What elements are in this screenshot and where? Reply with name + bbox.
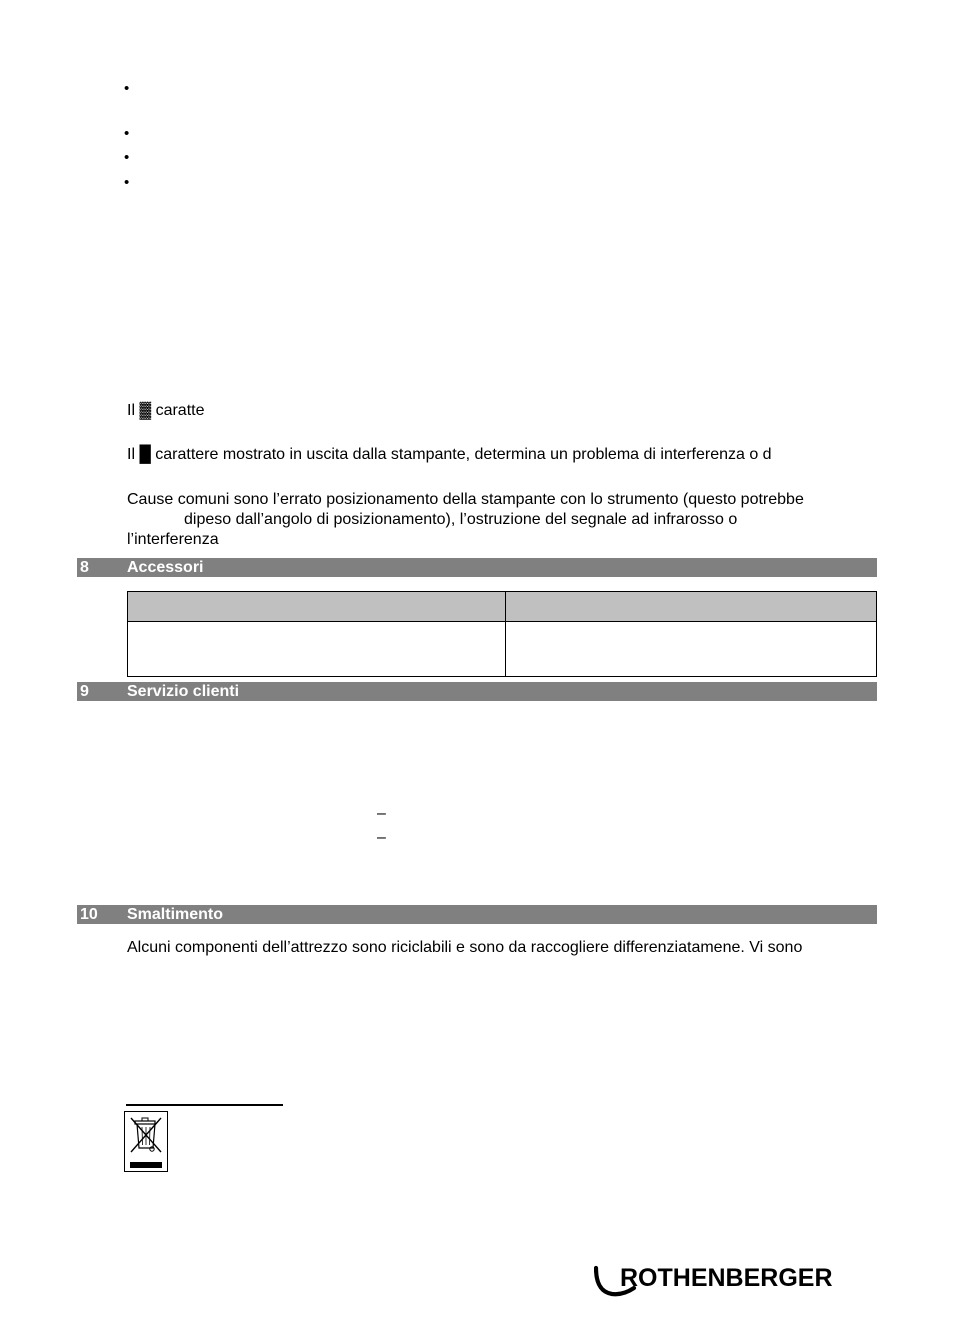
symbol-line-1-suffix: caratte bbox=[155, 402, 205, 419]
dash-2: – bbox=[377, 829, 386, 846]
table-header-cell-1 bbox=[128, 592, 506, 622]
symbol-line-1-prefix: Il bbox=[127, 402, 135, 419]
crossed-out-wheelie-bin-icon bbox=[124, 1111, 168, 1172]
smaltimento-text: Alcuni componenti dell’attrezzo sono riciclabili e sono da raccogliere differenziatamene. Vi sono bbox=[127, 939, 803, 956]
section-number: 9 bbox=[80, 683, 89, 700]
section-header-smaltimento bbox=[77, 905, 877, 924]
shaded-block-glyph: ▓ bbox=[139, 402, 152, 419]
symbol-line-1 bbox=[127, 401, 205, 421]
symbol-line-2-suffix: carattere mostrato in uscita dalla stampante, determina un problema di interferenza o d bbox=[155, 446, 772, 463]
dash-1: – bbox=[377, 805, 386, 822]
rothenberger-logo bbox=[594, 1262, 834, 1296]
logo-text: ROTHENBERGER bbox=[620, 1264, 833, 1292]
solid-block-glyph: █ bbox=[139, 446, 151, 463]
table-row bbox=[128, 622, 877, 677]
causes-line-1: Cause comuni sono l’errato posizionamento della stampante con lo strumento (questo potrebbe bbox=[127, 491, 804, 508]
bullet-3: • bbox=[124, 149, 130, 166]
section-header-servizio-clienti bbox=[77, 682, 877, 701]
bullet-4: • bbox=[124, 174, 130, 191]
table-cell-2 bbox=[506, 622, 877, 677]
section-title: Accessori bbox=[127, 559, 204, 576]
table-header-row bbox=[128, 592, 877, 622]
table-header-cell-2 bbox=[506, 592, 877, 622]
accessories-table bbox=[127, 591, 877, 677]
footnote-separator bbox=[126, 1104, 283, 1106]
table-cell-1 bbox=[128, 622, 506, 677]
section-title: Servizio clienti bbox=[127, 683, 240, 700]
symbol-line-2 bbox=[127, 445, 772, 465]
section-title: Smaltimento bbox=[127, 906, 224, 923]
section-header-accessori bbox=[77, 558, 877, 577]
bullet-1: • bbox=[124, 80, 130, 97]
section-number: 10 bbox=[80, 906, 98, 923]
symbol-line-2-prefix: Il bbox=[127, 446, 135, 463]
section-number: 8 bbox=[80, 559, 89, 576]
causes-line-2: dipeso dall’angolo di posizionamento), l’ostruzione del segnale ad infrarosso o bbox=[184, 511, 738, 528]
bullet-2: • bbox=[124, 125, 130, 142]
causes-line-3: l’interferenza bbox=[127, 531, 219, 548]
